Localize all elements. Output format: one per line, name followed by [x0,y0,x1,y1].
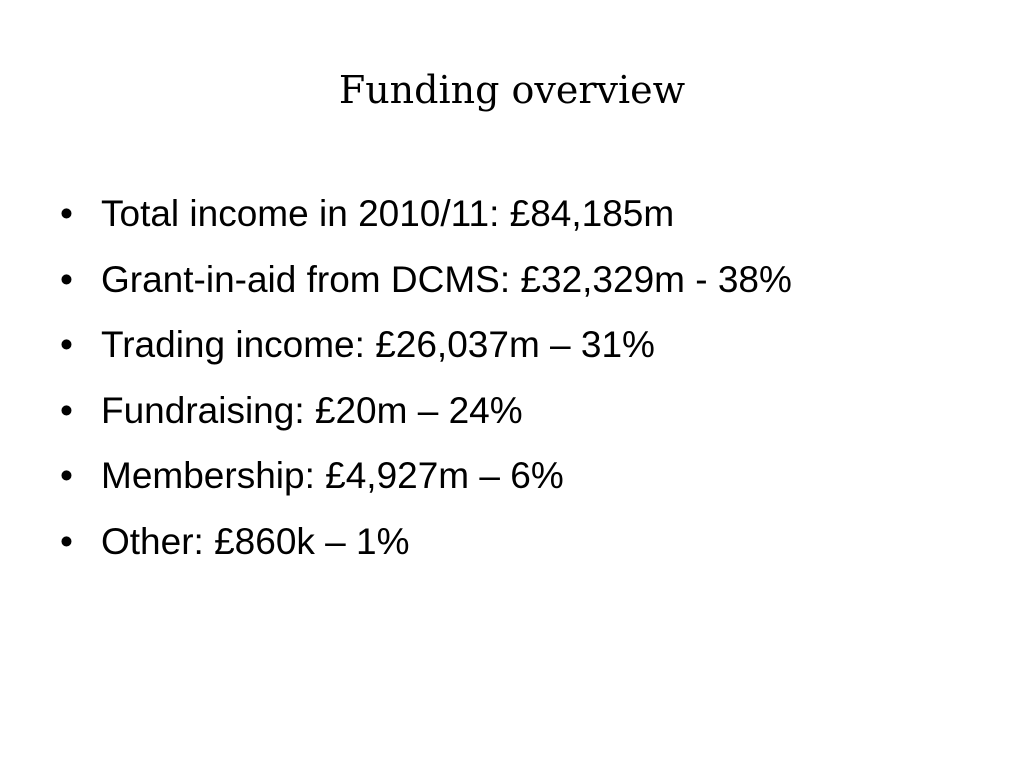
bullet-item-fundraising [60,387,1000,453]
bullet-icon: • [60,455,73,496]
bullet-text: Trading income: £26,037m – 31% [101,324,655,365]
bullet-item-other [60,518,1000,584]
bullet-text: Other: £860k – 1% [101,520,410,562]
bullet-icon: • [60,258,73,300]
bullet-item-grant-in-aid [60,256,1000,322]
bullet-text: Grant-in-aid from DCMS: £32,329m - 38% [101,258,792,300]
slide-title: Funding overview [338,68,686,112]
bullet-list [60,190,1000,583]
bullet-text: Fundraising: £20m – 24% [101,389,523,431]
bullet-text: Total income in 2010/11: £84,185m [101,193,675,234]
bullet-item-total-income [60,190,1000,256]
bullet-icon: • [60,324,73,365]
bullet-item-trading-income [60,321,1000,387]
bullet-icon: • [60,520,73,562]
bullet-item-membership [60,452,1000,518]
bullet-icon: • [60,389,73,431]
bullet-text: Membership: £4,927m – 6% [101,455,564,496]
bullet-icon: • [60,193,73,234]
